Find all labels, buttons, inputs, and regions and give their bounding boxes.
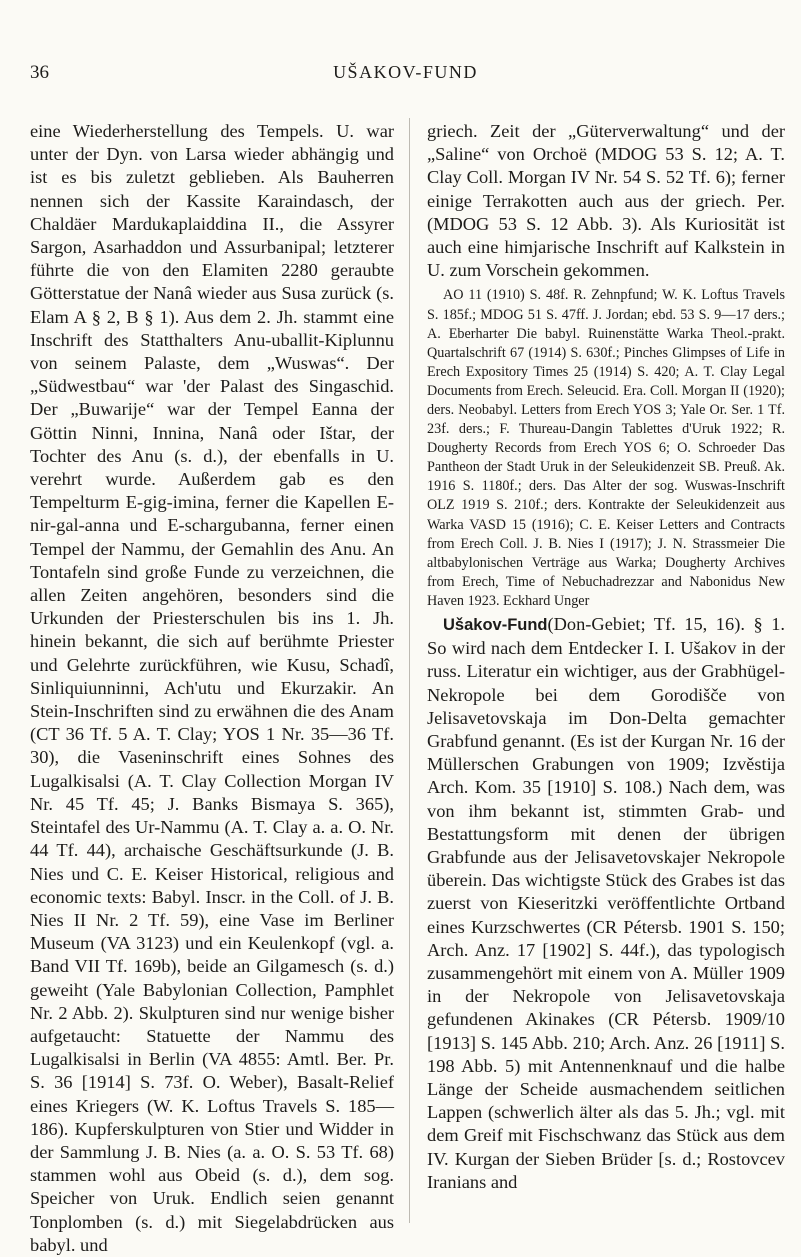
bibliography-text: AO 11 (1910) S. 48f. R. Zehnpfund; W. K. Loftus Travels S. 185f.; MDOG 51 S. 47ff. J. Jordan; ebd. 53 S. 9—17 ders.; A. Eberharter Die babyl. Ruinenstätte Warka Theol.-prakt. Quartalschrift 67 (1914) S. 630f.; Pinches Glimpses of Life in Erech Expository Times 25 (1914) S. 420; A. T. Clay Legal Documents from Erech. Seleucid. Era. Coll. Morgan II (1920); ders. Neobabyl. Letters from Erech YOS 3; Yale Or. Ser. 1 Tf. 23f. ders.; F. Thureau-Dangin Tablettes d'Uruk 1922; R. Dougherty Records from Erech YOS 6; O. Schroeder Das Pantheon der Stadt Uruk in der Seleukidenzeit SB. Preuß. Ak. 1916 S. 1180f.; ders. Das Alter der sog. Wuswas-Inschrift OLZ 1919 S. 210f.; ders. Kontrakte der Seleukidenzeit aus Warka VASD 15 (1916); C. E. Keiser Letters and Contracts from Erech Coll. J. B. Nies I (1917); J. N. Strassmeier Die altbabylonischen Verträge aus Warka; Dougherty Archives from Erech, Time of Nebuchadrezzar and Nabonidus New Haven 1923. (427, 287, 785, 609)
author-signature: Eckhard Unger (503, 592, 590, 609)
entry-headword: Ušakov-Fund (443, 616, 548, 635)
left-column (30, 120, 394, 1255)
column-divider (409, 118, 410, 1223)
page-header (30, 62, 781, 88)
bibliography (427, 286, 785, 611)
page-number: 36 (30, 62, 49, 83)
right-column-text: griech. Zeit der „Güterverwaltung“ und der „Saline“ von Orchoë (MDOG 53 S. 12; A. T. Clay Coll. Morgan IV Nr. 54 S. 52 Tf. 6); ferner einige Terrakotten auch aus der griech. Per. (MDOG 53 S. 12 Abb. 3). Als Kuriosität ist auch eine himjarische Inschrift auf Kalkstein in U. zum Vorschein gekommen. (427, 121, 785, 281)
running-title: UŠAKOV-FUND (333, 62, 478, 82)
right-column (427, 120, 785, 1220)
encyclopedia-entry (427, 613, 785, 1194)
left-column-text: eine Wiederherstellung des Tempels. U. war unter der Dyn. von Larsa wieder abhängig und ist es bis zuletzt geblieben. Als Bauherren nennen sich der Kassite Karaindasch, der Chaldäer Mardukaplaiddina II., die Assyrer Sargon, Asarhaddon und Assurbanipal; letzterer führte die von den Elamiten 2280 geraubte Götterstatue der Nanâ wieder aus Susa zurück (s. Elam A § 2, B § 1). Aus dem 2. Jh. stammt eine Inschrift des Statthalters Anu-uballit-Kiplunnu von seinem Palaste, dem „Wuswas“. Der „Südwestbau“ war 'der Palast des Singaschid. Der „Buwarije“ war der Tempel Eanna der Göttin Ninni, Innina, Nanâ oder Ištar, der Tochter des Anu (s. d.), der ebenfalls in U. verehrt wurde. Außerdem gab es den Tempelturm E-gig-imina, ferner die Kapellen E-nir-gal-anna und E-schargubanna, ferner einen Tempel der Nammu, der Gemahlin des Anu. An Tontafeln sind große Funde zu verzeichnen, die allen Zeiten angehören, besonders sind die Urkunden der Priesterschulen bis ins 1. Jh. hinein bekannt, die sich auf berühmte Priester und Gelehrte zurückführen, wie Kusu, Schadî, Sinliquiunninni, Ach'utu und Ekurzakir. An Stein-Inschriften sind zu erwähnen die des Anam (CT 36 Tf. 5 A. T. Clay; YOS 1 Nr. 35—36 Tf. 30), die Vaseninschrift eines Sohnes des Lugalkisalsi (A. T. Clay Collection Morgan IV Nr. 45 Tf. 45; J. Banks Bismaya S. 365), Steintafel des Ur-Nammu (A. T. Clay a. a. O. Nr. 44 Tf. 44), archaische Geschäftsurkunde (J. B. Nies und C. E. Keiser Historical, religious and economic texts: Babyl. Inscr. in the Coll. of J. B. Nies II Nr. 2 Tf. 59), eine Vase im Berliner Museum (VA 3123) und ein Keulenkopf (vgl. a. Band VII Tf. 169b), beide an Gilgamesch (s. d.) geweiht (Yale Babylonian Collection, Pamphlet Nr. 2 Abb. 2). Skulpturen sind nur wenige bisher aufgetaucht: Statuette der Nammu des Lugalkisalsi in Berlin (VA 4855: Amtl. Ber. Pr. S. 36 [1914] S. 73f. O. Weber), Basalt-Relief eines Kriegers (W. K. Loftus Travels S. 185—186). Kupferskulpturen von Stier und Widder in der Sammlung J. B. Nies (a. a. O. S. 53 Tf. 68) stammen wohl aus Obeid (s. d.), dem sog. Speicher von Uruk. Endlich seien genannt Tonplomben (s. d.) mit Siegelabdrücken aus babyl. und (30, 121, 394, 1255)
entry-text: (Don-Gebiet; Tf. 15, 16). § 1. So wird nach dem Entdecker I. I. Ušakov in der russ. Literatur ein wichtiger, aus der Grabhügel-Nekropole bei dem Gorodišče von Jelisavetovskaja im Don-Delta gemachter Grabfund genannt. (Es ist der Kurgan Nr. 16 der Müllerschen Grabungen von 1909; Izvěstija Arch. Kom. 35 [1910] S. 108.) Nach dem, was von ihm bekannt ist, stimmten Grab- und Bestattungsform mit denen der übrigen Grabfunde aus der Jelisavetovskajer Nekropole überein. Das wichtigste Stück des Grabes ist das zuerst von Kieseritzki veröffentlichte Ortband eines Kurzschwertes (CR Pétersb. 1901 S. 150; Arch. Anz. 17 [1902] S. 44f.), das typologisch zusammengehört mit einem von A. Müller 1909 in der Nekropole von Jelisavetovskaja gefundenen Akinakes (CR Pétersb. 1909/10 [1913] S. 145 Abb. 210; Arch. Anz. 26 [1911] S. 198 Abb. 5) mit Antennenknauf und die halbe Länge der Scheide ausmachendem seitlichen Lappen (schwerlich älter als das 5. Jh.; vgl. mit dem Greif mit Fischschwanz das Stück aus dem IV. Kurgan der Sieben Brüder [s. d.; Rostovcev Iranians and (427, 614, 785, 1192)
